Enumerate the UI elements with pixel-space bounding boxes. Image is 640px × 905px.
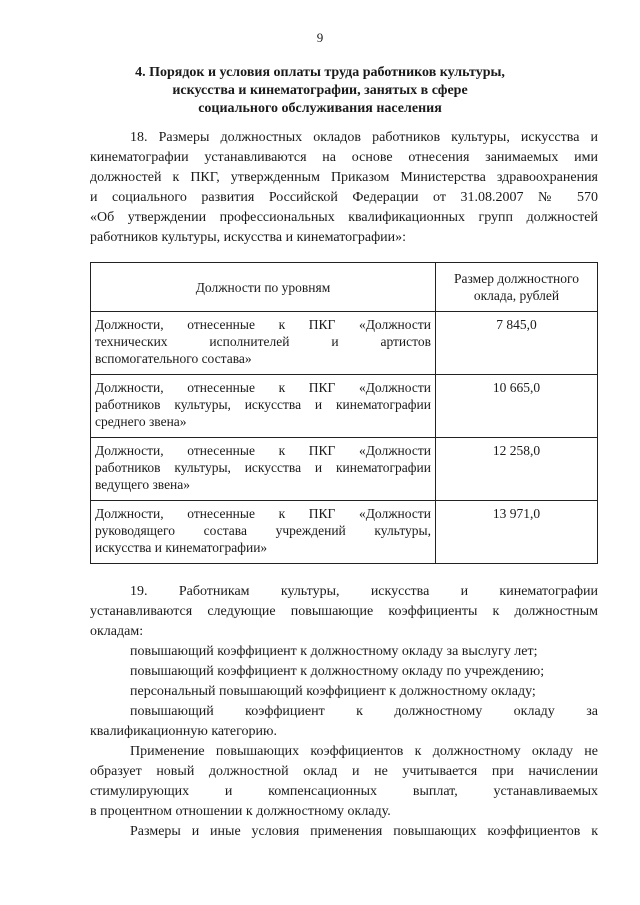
header-salary-line: оклада, рублей [473,288,560,303]
text-line: 18. Размеры должностных окладов работников культуры, искусства и [130,130,598,145]
paragraph-18 [90,128,598,248]
text-line: должностей к ПКГ, утвержденным Приказом Министерства здравоохранения [90,170,598,185]
text-line: «Об утверждении профессиональных квалификационных групп должностей [90,210,598,225]
position-cell [91,375,436,438]
table-row [91,312,598,375]
text-line: образует новый должностной оклад и не учитывается при начислении [90,764,598,779]
table-header-row [91,263,598,312]
cell-line: руководящего состава учреждений культуры, [95,523,431,538]
salary-cell: 12 258,0 [436,438,598,501]
coefficient-item: повышающий коэффициент к должностному окладу за выслугу лет; [130,644,538,659]
paragraph-19 [90,582,598,842]
text-line: Применение повышающих коэффициентов к должностному окладу не [130,744,598,759]
cell-line: технических исполнителей и артистов [95,334,431,349]
cell-line: Должности, отнесенные к ПКГ «Должности [95,443,431,458]
text-line: и социального развития Российской Федерации от 31.08.2007 № 570 [90,190,598,205]
header-salary [436,263,598,312]
coefficient-item: повышающий коэффициент к должностному окладу за [130,704,598,719]
cell-line: Должности, отнесенные к ПКГ «Должности [95,380,431,395]
text-line: квалификационную категорию. [90,724,277,739]
cell-line: искусства и кинематографии» [95,540,268,555]
cell-line: ведущего звена» [95,477,191,492]
text-line: 19. Работникам культуры, искусства и кинематографии [130,584,598,599]
table-row [91,501,598,564]
text-line: стимулирующих и компенсационных выплат, устанавливаемых [90,784,598,799]
position-cell [91,501,436,564]
salary-cell: 7 845,0 [436,312,598,375]
text-line: устанавливаются следующие повышающие коэффициенты к должностным [90,604,598,619]
position-cell [91,312,436,375]
text-line: Размеры и иные условия применения повышающих коэффициентов к [130,824,598,839]
cell-line: вспомогательного состава» [95,351,252,366]
heading-line: искусства и кинематографии, занятых в сфере [172,83,468,98]
salary-table [90,262,598,564]
cell-line: Должности, отнесенные к ПКГ «Должности [95,506,431,521]
coefficient-item: персональный повышающий коэффициент к должностному окладу; [130,684,536,699]
cell-line: работников культуры, искусства и кинематографии [95,460,431,475]
heading-line: 4. Порядок и условия оплаты труда работников культуры, [135,65,505,80]
cell-line: среднего звена» [95,414,187,429]
section-heading [0,64,640,118]
coefficient-item: повышающий коэффициент к должностному окладу по учреждению; [130,664,545,679]
cell-line: работников культуры, искусства и кинематографии [95,397,431,412]
heading-line: социального обслуживания населения [198,101,442,116]
table-row [91,438,598,501]
text-line: работников культуры, искусства и кинематографии»: [90,230,407,245]
salary-cell: 13 971,0 [436,501,598,564]
text-line: в процентном отношении к должностному окладу. [90,804,391,819]
header-salary-line: Размер должностного [454,271,579,286]
text-line: окладам: [90,624,144,639]
header-position: Должности по уровням [91,263,436,312]
position-cell [91,438,436,501]
text-line: кинематографии устанавливаются на основе отнесения занимаемых ими [90,150,598,165]
page-number: 9 [316,30,324,45]
salary-cell: 10 665,0 [436,375,598,438]
cell-line: Должности, отнесенные к ПКГ «Должности [95,317,431,332]
table-row [91,375,598,438]
